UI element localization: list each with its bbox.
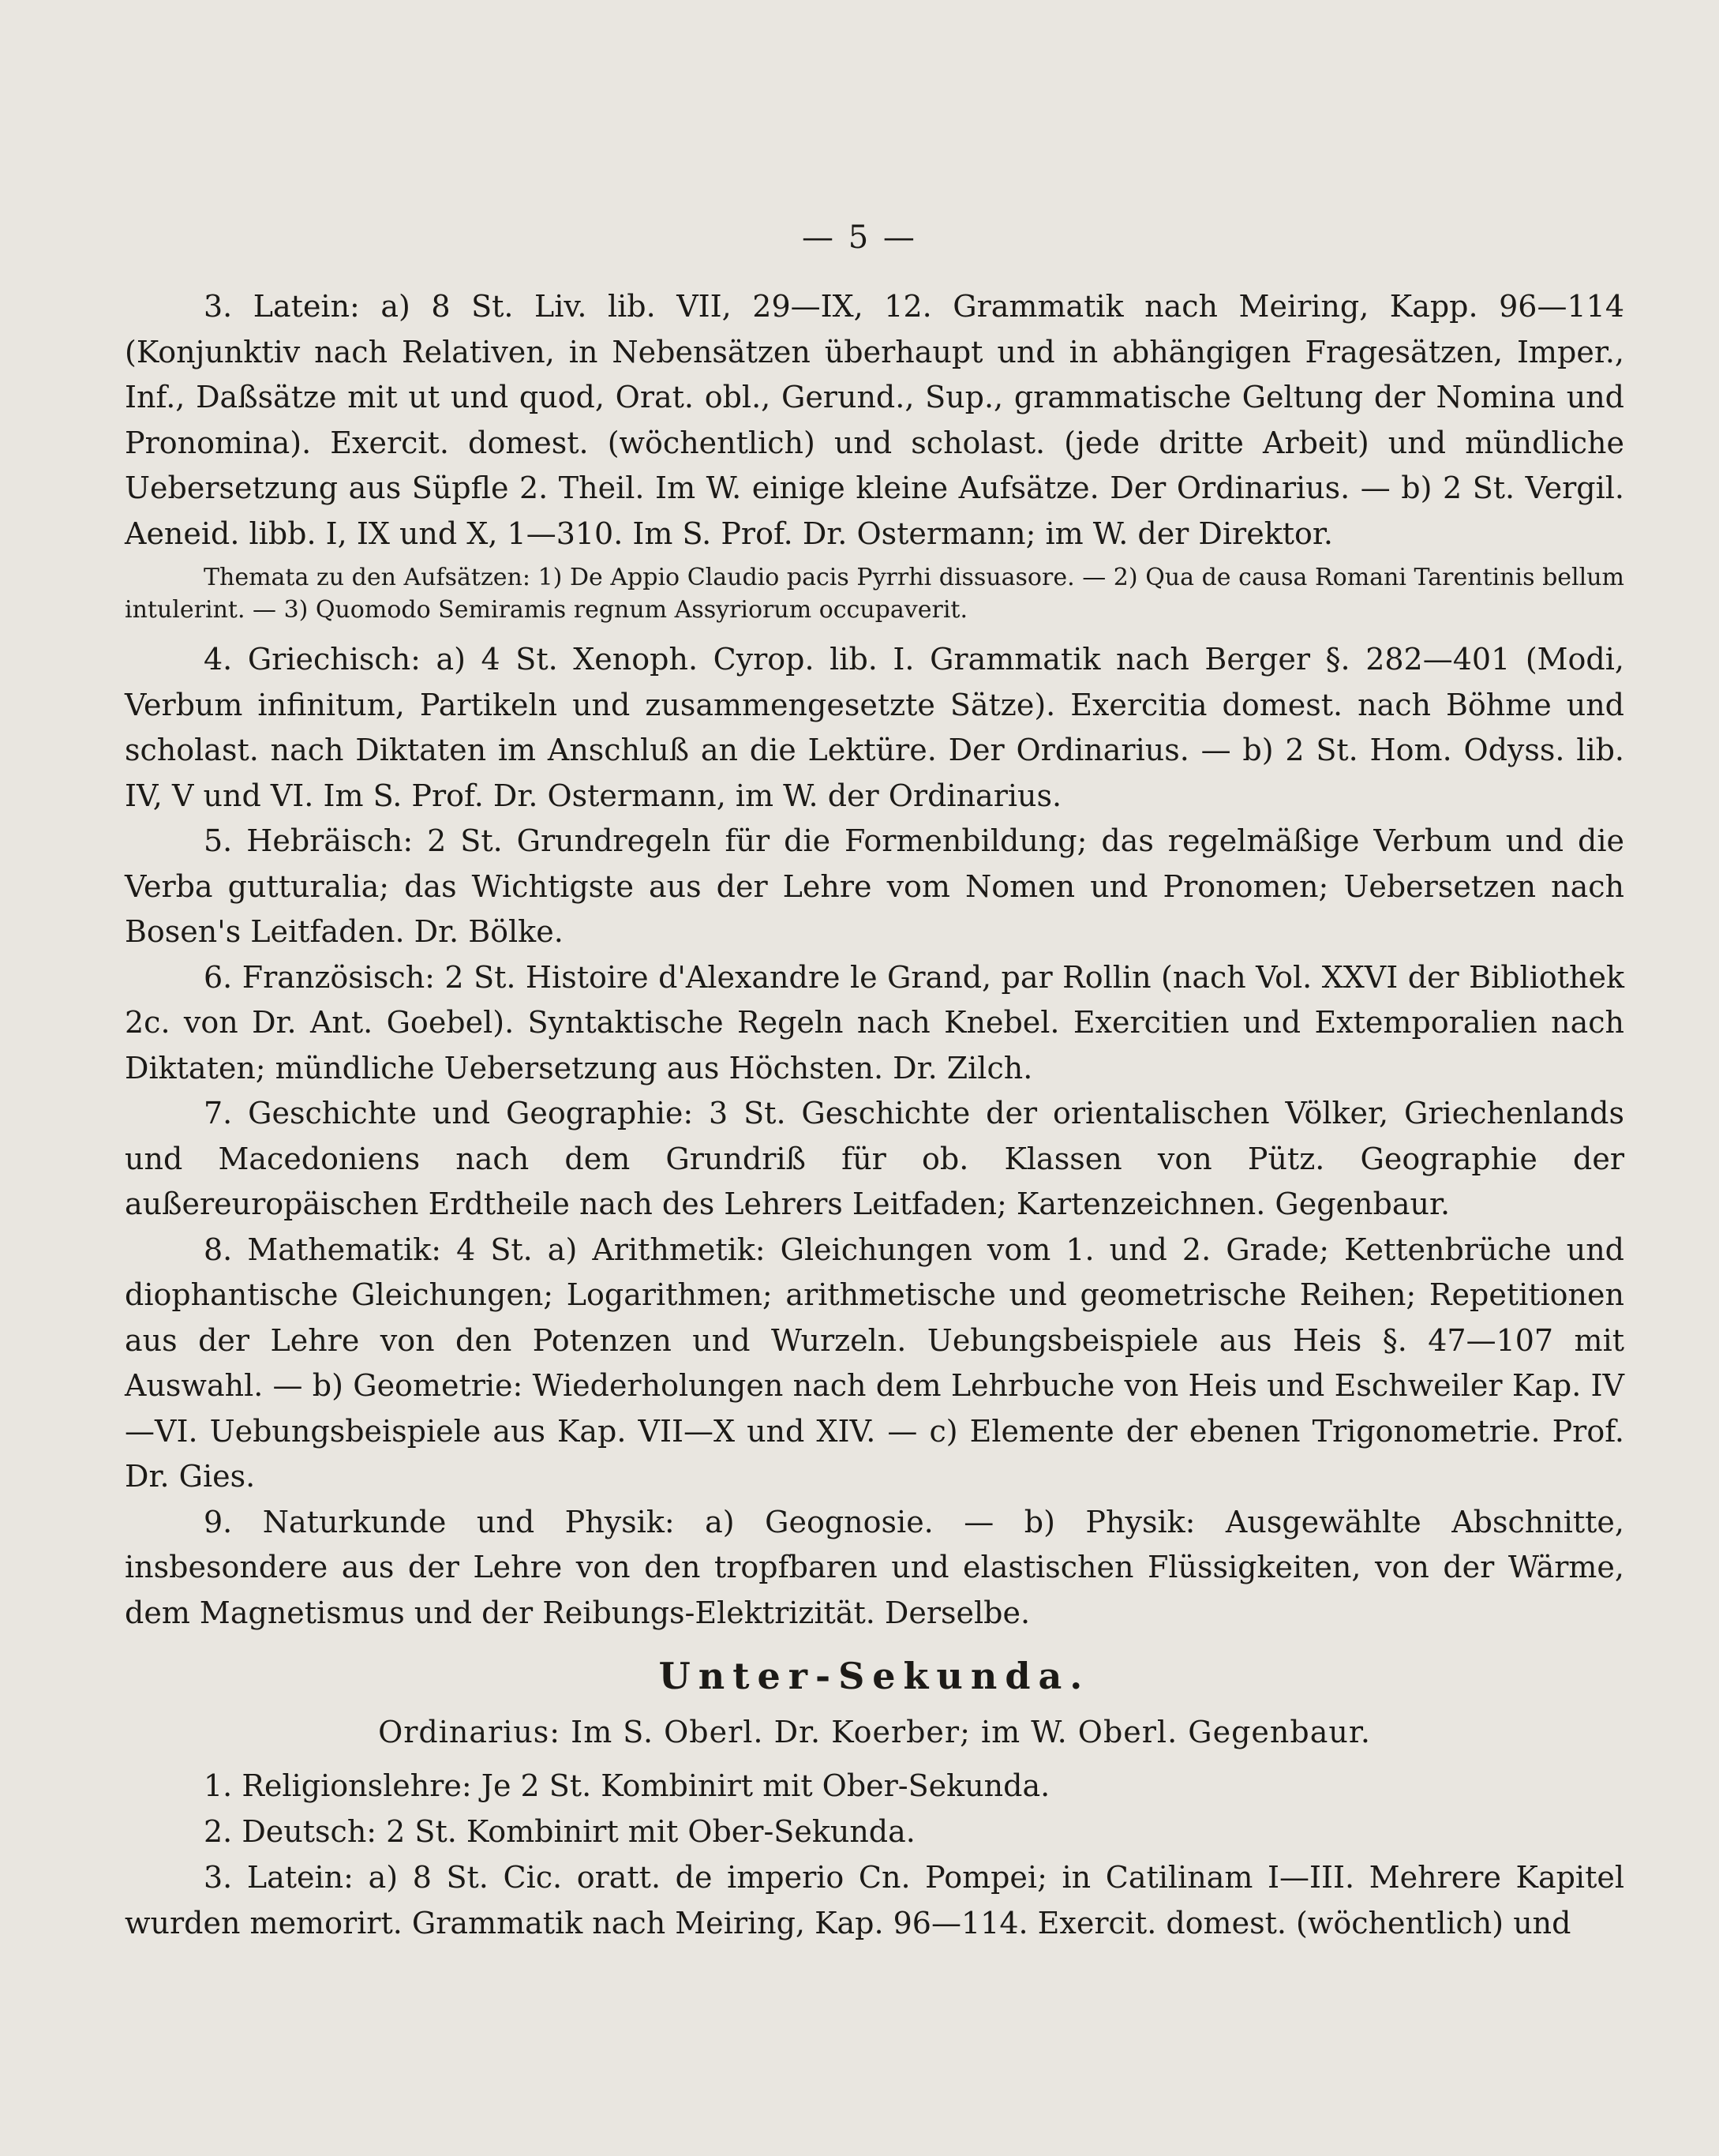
paragraph-mathematics: 8. Mathematik: 4 St. a) Arithmetik: Gleichungen vom 1. und 2. Grade; Kettenbrüche und diophantische Gleichungen; Logarithmen; arithmetische und geometrische Reihen; Repetitionen aus der Lehre von den Potenzen und Wurzeln. Uebungsbeispiele aus Heis §. 47—107 mit Auswahl. — b) Geometrie: Wiederholungen nach dem Lehrbuche von Heis und Eschweiler Kap. IV—VI. Uebungsbeispiele aus Kap. VII—X und XIV. — c) Elemente der ebenen Trigonometrie. Prof. Dr. Gies. — [125, 1232, 1624, 1494]
page-number: — 5 — — [802, 219, 917, 256]
section-item-latin: 3. Latein: a) 8 St. Cic. oratt. de imperio Cn. Pompei; in Catilinam I—III. Mehrere Kapitel wurden memorirt. Grammatik nach Meiring, Kap. 96—114. Exercit. domest. (wöchentlich) und — [125, 1860, 1624, 1940]
themes-note: Themata zu den Aufsätzen: 1) De Appio Claudio pacis Pyrrhi dissuasore. — 2) Qua de causa Romani Tarentinis bellum intulerint. — 3) Quomodo Semiramis regnum Assyriorum occupaverit. — [125, 564, 1624, 624]
document-body — [125, 284, 1624, 1636]
paragraph-history-geography: 7. Geschichte und Geographie: 3 St. Geschichte der orientalischen Völker, Griechenlands und Macedoniens nach dem Grundriß für ob. Klassen von Pütz. Geographie der außereuropäischen Erdtheile nach des Lehrers Leitfaden; Kartenzeichnen. Gegenbaur. — [125, 1096, 1624, 1221]
paragraph-latin: 3. Latein: a) 8 St. Liv. lib. VII, 29—IX, 12. Grammatik nach Meiring, Kapp. 96—114 (Konjunktiv nach Relativen, in Nebensätzen überhaupt und in abhängigen Fragesätzen, Imper., Inf., Daßsätze mit ut und quod, Orat. obl., Gerund., Sup., grammatische Geltung der Nomina und Pronomina). Exercit. domest. (wöchentlich) und scholast. (jede dritte Arbeit) und mündliche Uebersetzung aus Süpfle 2. Theil. Im W. einige kleine Aufsätze. Der Ordinarius. — b) 2 St. Vergil. Aeneid. libb. I, IX und X, 1—310. Im S. Prof. Dr. Ostermann; im W. der Direktor. — [125, 289, 1624, 551]
section-unter-sekunda — [125, 1652, 1624, 1946]
section-item-religion: 1. Religionslehre: Je 2 St. Kombinirt mit Ober-Sekunda. — [204, 1768, 1050, 1803]
paragraph-greek: 4. Griechisch: a) 4 St. Xenoph. Cyrop. lib. I. Grammatik nach Berger §. 282—401 (Modi, Verbum infinitum, Partikeln und zusammengesetzte Sätze). Exercitia domest. nach Böhme und scholast. nach Diktaten im Anschluß an die Lektüre. Der Ordinarius. — b) 2 St. Hom. Odyss. lib. IV, V und VI. Im S. Prof. Dr. Ostermann, im W. der Ordinarius. — [125, 642, 1624, 813]
paragraph-hebrew: 5. Hebräisch: 2 St. Grundregeln für die Formenbildung; das regelmäßige Verbum und die Verba gutturalia; das Wichtigste aus der Lehre vom Nomen und Pronomen; Uebersetzen nach Bosen's Leitfaden. Dr. Bölke. — [125, 823, 1624, 949]
section-heading: Unter-Sekunda. — [658, 1655, 1091, 1697]
paragraph-physics: 9. Naturkunde und Physik: a) Geognosie. — b) Physik: Ausgewählte Abschnitte, insbesondere aus der Lehre von den tropfbaren und elastischen Flüssigkeiten, von der Wärme, dem Magnetismus und der Reibungs-Elektrizität. Derselbe. — [125, 1504, 1624, 1630]
section-ordinarius: Ordinarius: Im S. Oberl. Dr. Koerber; im W. Oberl. Gegenbaur. — [378, 1715, 1371, 1749]
paragraph-french: 6. Französisch: 2 St. Histoire d'Alexandre le Grand, par Rollin (nach Vol. XXVI der Bibliothek 2c. von Dr. Ant. Goebel). Syntaktische Regeln nach Knebel. Exercitien und Extemporalien nach Diktaten; mündliche Uebersetzung aus Höchsten. Dr. Zilch. — [125, 959, 1624, 1085]
section-item-german: 2. Deutsch: 2 St. Kombinirt mit Ober-Sekunda. — [204, 1814, 916, 1849]
